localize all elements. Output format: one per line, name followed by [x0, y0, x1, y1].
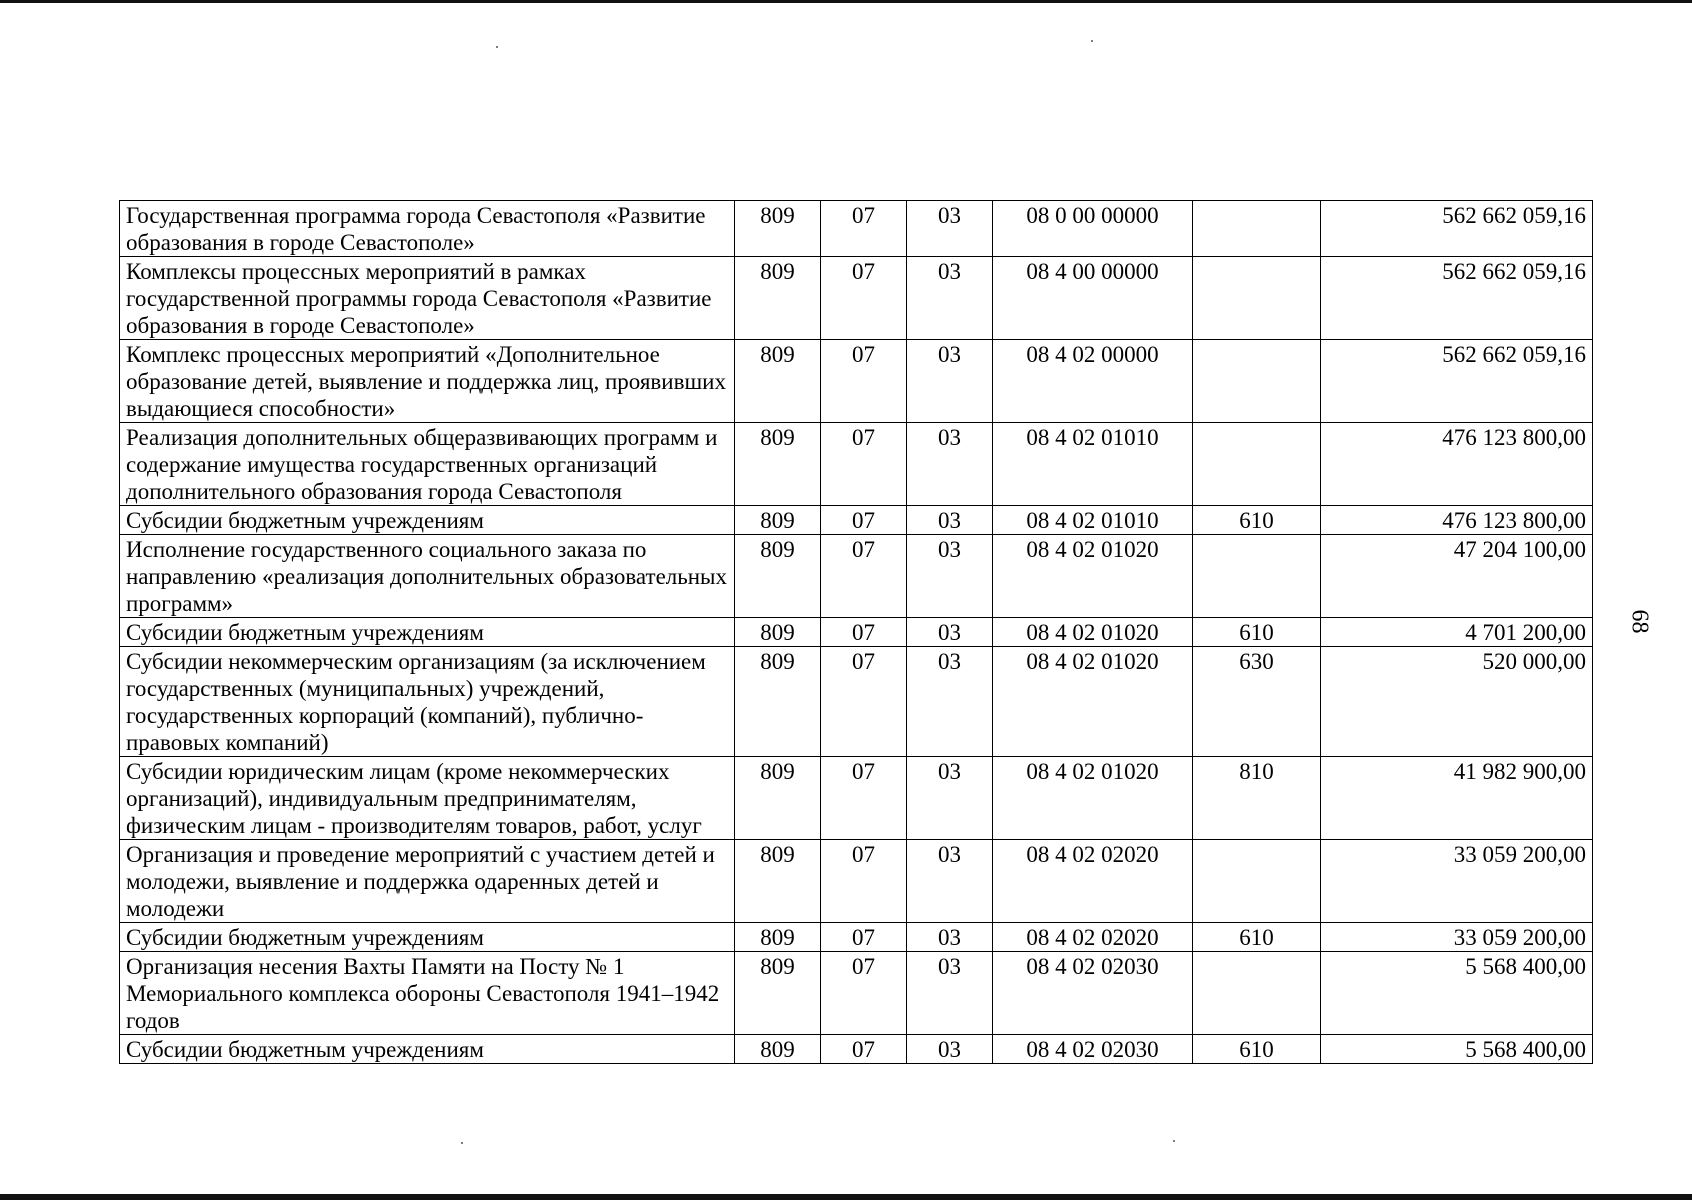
cell-target-article: 08 4 02 00000 [993, 340, 1193, 423]
cell-section: 07 [821, 423, 907, 506]
scan-speck [461, 1142, 463, 1144]
cell-target-article: 08 0 00 00000 [993, 201, 1193, 257]
cell-section: 07 [821, 647, 907, 757]
cell-ved: 809 [735, 952, 821, 1035]
table-row [120, 535, 1593, 618]
cell-expense-type: 610 [1193, 618, 1321, 647]
cell-target-article: 08 4 02 01020 [993, 535, 1193, 618]
cell-name: Субсидии бюджетным учреждениям [120, 1035, 735, 1064]
cell-target-article: 08 4 02 01010 [993, 506, 1193, 535]
cell-amount: 520 000,00 [1321, 647, 1593, 757]
cell-amount: 33 059 200,00 [1321, 840, 1593, 923]
cell-expense-type: 610 [1193, 506, 1321, 535]
cell-target-article: 08 4 02 02030 [993, 1035, 1193, 1064]
cell-name: Субсидии некоммерческим организациям (за исключением государственных (муниципальных) учреждений, государственных корпораций (компаний), публично-правовых компаний) [120, 647, 735, 757]
cell-subsection: 03 [907, 1035, 993, 1064]
cell-ved: 809 [735, 840, 821, 923]
cell-amount: 47 204 100,00 [1321, 535, 1593, 618]
cell-ved: 809 [735, 757, 821, 840]
cell-section: 07 [821, 1035, 907, 1064]
cell-expense-type [1193, 340, 1321, 423]
cell-name: Реализация дополнительных общеразвивающих программ и содержание имущества государственных организаций дополнительного образования города Севастополя [120, 423, 735, 506]
cell-expense-type: 610 [1193, 1035, 1321, 1064]
cell-ved: 809 [735, 535, 821, 618]
cell-expense-type: 810 [1193, 757, 1321, 840]
cell-expense-type [1193, 952, 1321, 1035]
table-row [120, 618, 1593, 647]
cell-amount: 4 701 200,00 [1321, 618, 1593, 647]
cell-amount: 562 662 059,16 [1321, 257, 1593, 340]
cell-subsection: 03 [907, 757, 993, 840]
cell-name: Комплексы процессных мероприятий в рамках государственной программы города Севастополя «Развитие образования в городе Севастополе» [120, 257, 735, 340]
cell-amount: 41 982 900,00 [1321, 757, 1593, 840]
cell-section: 07 [821, 506, 907, 535]
table-row [120, 840, 1593, 923]
table-row [120, 923, 1593, 952]
cell-ved: 809 [735, 923, 821, 952]
cell-section: 07 [821, 340, 907, 423]
cell-amount: 33 059 200,00 [1321, 923, 1593, 952]
cell-name: Организация и проведение мероприятий с участием детей и молодежи, выявление и поддержка одаренных детей и молодежи [120, 840, 735, 923]
cell-ved: 809 [735, 506, 821, 535]
cell-ved: 809 [735, 340, 821, 423]
cell-subsection: 03 [907, 952, 993, 1035]
scan-speck [1091, 40, 1093, 42]
cell-subsection: 03 [907, 535, 993, 618]
cell-ved: 809 [735, 1035, 821, 1064]
cell-name: Субсидии бюджетным учреждениям [120, 618, 735, 647]
cell-target-article: 08 4 02 01020 [993, 618, 1193, 647]
cell-name: Исполнение государственного социального заказа по направлению «реализация дополнительных образовательных программ» [120, 535, 735, 618]
cell-subsection: 03 [907, 257, 993, 340]
cell-subsection: 03 [907, 201, 993, 257]
cell-subsection: 03 [907, 618, 993, 647]
cell-subsection: 03 [907, 647, 993, 757]
cell-section: 07 [821, 257, 907, 340]
cell-subsection: 03 [907, 923, 993, 952]
table-row [120, 952, 1593, 1035]
cell-ved: 809 [735, 647, 821, 757]
cell-target-article: 08 4 02 02020 [993, 840, 1193, 923]
cell-section: 07 [821, 535, 907, 618]
table-row [120, 757, 1593, 840]
cell-section: 07 [821, 923, 907, 952]
cell-name: Субсидии бюджетным учреждениям [120, 923, 735, 952]
cell-section: 07 [821, 952, 907, 1035]
cell-subsection: 03 [907, 340, 993, 423]
cell-amount: 5 568 400,00 [1321, 952, 1593, 1035]
cell-amount: 562 662 059,16 [1321, 340, 1593, 423]
cell-subsection: 03 [907, 506, 993, 535]
cell-name: Субсидии юридическим лицам (кроме некоммерческих организаций), индивидуальным предпринимателям, физическим лицам - производителям товаров, работ, услуг [120, 757, 735, 840]
cell-subsection: 03 [907, 840, 993, 923]
cell-section: 07 [821, 618, 907, 647]
cell-ved: 809 [735, 618, 821, 647]
table-body [120, 201, 1593, 1064]
budget-table [119, 200, 1593, 1064]
cell-target-article: 08 4 02 01010 [993, 423, 1193, 506]
cell-ved: 809 [735, 201, 821, 257]
cell-subsection: 03 [907, 423, 993, 506]
page-number: 68 [1626, 609, 1653, 634]
table-row [120, 257, 1593, 340]
cell-name: Организация несения Вахты Памяти на Посту № 1 Мемориального комплекса обороны Севастополя 1941–1942 годов [120, 952, 735, 1035]
cell-section: 07 [821, 840, 907, 923]
cell-name: Комплекс процессных мероприятий «Дополнительное образование детей, выявление и поддержка лиц, проявивших выдающиеся способности» [120, 340, 735, 423]
cell-expense-type: 610 [1193, 923, 1321, 952]
scan-top-edge [0, 0, 1692, 3]
table-row [120, 647, 1593, 757]
cell-section: 07 [821, 757, 907, 840]
cell-target-article: 08 4 02 02020 [993, 923, 1193, 952]
cell-target-article: 08 4 02 02030 [993, 952, 1193, 1035]
cell-amount: 476 123 800,00 [1321, 506, 1593, 535]
cell-ved: 809 [735, 257, 821, 340]
cell-expense-type [1193, 535, 1321, 618]
cell-expense-type: 630 [1193, 647, 1321, 757]
table-row [120, 423, 1593, 506]
cell-expense-type [1193, 423, 1321, 506]
cell-target-article: 08 4 02 01020 [993, 647, 1193, 757]
cell-name: Государственная программа города Севастополя «Развитие образования в городе Севастополе» [120, 201, 735, 257]
scan-bottom-edge [0, 1194, 1692, 1200]
scan-speck [496, 46, 498, 48]
cell-expense-type [1193, 257, 1321, 340]
table-row [120, 1035, 1593, 1064]
scan-speck [1173, 1140, 1175, 1142]
cell-expense-type [1193, 840, 1321, 923]
cell-name: Субсидии бюджетным учреждениям [120, 506, 735, 535]
cell-target-article: 08 4 00 00000 [993, 257, 1193, 340]
table-row [120, 340, 1593, 423]
cell-amount: 476 123 800,00 [1321, 423, 1593, 506]
table-row [120, 201, 1593, 257]
cell-section: 07 [821, 201, 907, 257]
table-row [120, 506, 1593, 535]
cell-expense-type [1193, 201, 1321, 257]
cell-amount: 5 568 400,00 [1321, 1035, 1593, 1064]
cell-ved: 809 [735, 423, 821, 506]
cell-amount: 562 662 059,16 [1321, 201, 1593, 257]
cell-target-article: 08 4 02 01020 [993, 757, 1193, 840]
